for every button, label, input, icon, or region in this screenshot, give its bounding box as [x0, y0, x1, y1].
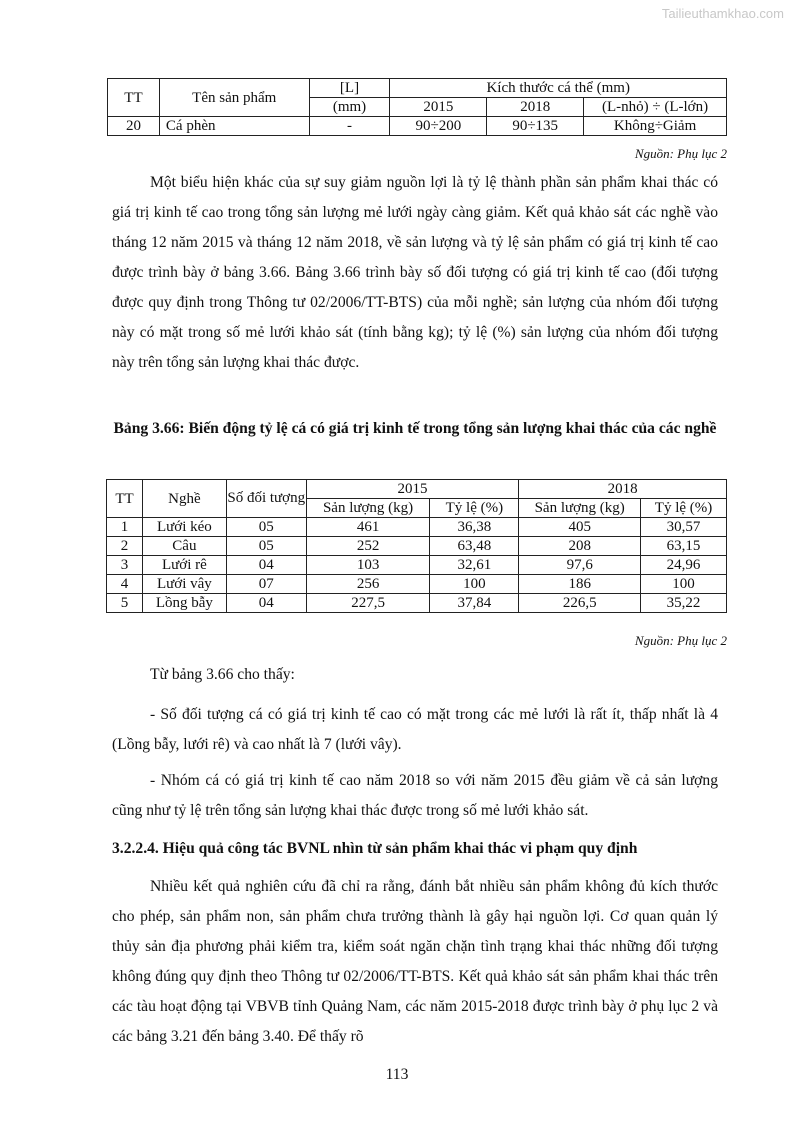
- cell-nghe: Câu: [142, 537, 226, 556]
- cell-tl18: 100: [641, 575, 727, 594]
- cell-nghe: Lưới rê: [142, 556, 226, 575]
- header-L: [L]: [309, 79, 390, 98]
- cell-tt: 4: [107, 575, 143, 594]
- cell-tl18: 30,57: [641, 518, 727, 537]
- table-row: [107, 537, 727, 556]
- header-sl-2018: Sản lượng (kg): [519, 499, 641, 518]
- cell-tt: 2: [107, 537, 143, 556]
- header-so-doi-tuong: Số đối tượng: [226, 480, 306, 518]
- cell-2015: 90÷200: [390, 117, 487, 136]
- paragraph: - Số đối tượng cá có giá trị kinh tế cao có mặt trong các mẻ lưới là rất ít, thấp nhất là 4 (Lồng bẫy, lưới rê) và cao nhất là 7 (lưới vây).: [112, 706, 718, 753]
- cell-sl18: 405: [519, 518, 641, 537]
- value-table: [106, 479, 727, 613]
- header-2015: 2015: [390, 98, 487, 117]
- source-note: Nguồn: Phụ lục 2: [634, 146, 727, 161]
- header-nghe: Nghề: [142, 480, 226, 518]
- cell-so: 07: [226, 575, 306, 594]
- cell-sl18: 208: [519, 537, 641, 556]
- table-caption: Bảng 3.66: Biến động tỷ lệ cá có giá trị kinh tế trong tổng sản lượng khai thác của các nghề: [113, 420, 717, 437]
- cell-so: 04: [226, 594, 306, 613]
- header-size: Kích thước cá thể (mm): [390, 79, 727, 98]
- cell-tl18: 24,96: [641, 556, 727, 575]
- cell-name: Cá phèn: [159, 117, 309, 136]
- cell-nghe: Lồng bẫy: [142, 594, 226, 613]
- paragraph: - Nhóm cá có giá trị kinh tế cao năm 2018 so với năm 2015 đều giảm về cả sản lượng cũng như tỷ lệ trên tổng sản lượng khai thác được trong số mẻ lưới khảo sát.: [112, 772, 718, 819]
- cell-tt: 3: [107, 556, 143, 575]
- table-row: [108, 117, 727, 136]
- header-L-unit: (mm): [309, 98, 390, 117]
- cell-tl15: 100: [430, 575, 519, 594]
- size-table: [107, 78, 727, 136]
- header-2018: 2018: [519, 480, 727, 499]
- cell-sl15: 227,5: [306, 594, 430, 613]
- source-note: Nguồn: Phụ lục 2: [634, 633, 727, 648]
- cell-tt: 20: [108, 117, 160, 136]
- cell-tt: 1: [107, 518, 143, 537]
- page-number: 113: [385, 1066, 409, 1083]
- header-tt: TT: [107, 480, 143, 518]
- cell-tl15: 63,48: [430, 537, 519, 556]
- table-row: [107, 594, 727, 613]
- cell-tl15: 37,84: [430, 594, 519, 613]
- header-2015: 2015: [306, 480, 519, 499]
- cell-sl18: 226,5: [519, 594, 641, 613]
- cell-tl18: 35,22: [641, 594, 727, 613]
- paragraph: Từ bảng 3.66 cho thấy:: [150, 666, 295, 683]
- watermark: Tailieuthamkhao.com: [661, 6, 784, 21]
- cell-tl15: 36,38: [430, 518, 519, 537]
- cell-tt: 5: [107, 594, 143, 613]
- header-tl-2015: Tỷ lệ (%): [430, 499, 519, 518]
- cell-sl15: 256: [306, 575, 430, 594]
- cell-trend: Không÷Giảm: [584, 117, 727, 136]
- header-2018: 2018: [487, 98, 584, 117]
- cell-sl18: 186: [519, 575, 641, 594]
- cell-nghe: Lưới kéo: [142, 518, 226, 537]
- header-trend: (L-nhỏ) ÷ (L-lớn): [584, 98, 727, 117]
- header-product-name: Tên sản phẩm: [159, 79, 309, 117]
- cell-sl18: 97,6: [519, 556, 641, 575]
- paragraph: Nhiều kết quả nghiên cứu đã chỉ ra rằng, đánh bắt nhiều sản phẩm không đủ kích thước cho phép, sản phẩm non, sản phẩm chưa trưởng thành là gây hại nguồn lợi. Cơ quan quản lý thủy sản địa phương phải kiểm tra, kiểm soát ngăn chặn tình trạng khai thác những đối tượng không đúng quy định theo Thông tư 02/2006/TT-BTS. Kết quả khảo sát sản phẩm khai thác trên các tàu hoạt động tại VBVB tỉnh Quảng Nam, các năm 2015-2018 được trình bày ở phụ lục 2 và các bảng 3.21 đến bảng 3.40. Để thấy rõ: [112, 878, 718, 1045]
- cell-so: 05: [226, 518, 306, 537]
- cell-sl15: 252: [306, 537, 430, 556]
- section-heading: 3.2.2.4. Hiệu quả công tác BVNL nhìn từ sản phẩm khai thác vi phạm quy định: [112, 840, 638, 857]
- cell-2018: 90÷135: [487, 117, 584, 136]
- header-sl-2015: Sản lượng (kg): [306, 499, 430, 518]
- cell-tl18: 63,15: [641, 537, 727, 556]
- cell-sl15: 461: [306, 518, 430, 537]
- table-row: [107, 518, 727, 537]
- table-row: [107, 575, 727, 594]
- table-row: [107, 556, 727, 575]
- cell-sl15: 103: [306, 556, 430, 575]
- cell-so: 04: [226, 556, 306, 575]
- header-tt: TT: [108, 79, 160, 117]
- cell-nghe: Lưới vây: [142, 575, 226, 594]
- header-tl-2018: Tỷ lệ (%): [641, 499, 727, 518]
- cell-L: -: [309, 117, 390, 136]
- paragraph: Một biểu hiện khác của sự suy giảm nguồn lợi là tỷ lệ thành phần sản phẩm khai thác có giá trị kinh tế cao trong tổng sản lượng mẻ lưới ngày càng giảm. Kết quả khảo sát các nghề vào tháng 12 năm 2015 và tháng 12 năm 2018, về sản lượng và tỷ lệ sản phẩm có giá trị kinh tế cao được trình bày ở bảng 3.66. Bảng 3.66 trình bày số đối tượng có giá trị kinh tế cao (đối tượng được quy định trong Thông tư 02/2006/TT-BTS) của mỗi nghề; sản lượng của nhóm đối tượng này có mặt trong số mẻ lưới khảo sát (tính bằng kg); tỷ lệ (%) sản lượng của nhóm đối tượng này trên tổng sản lượng khai thác được.: [112, 174, 718, 371]
- cell-so: 05: [226, 537, 306, 556]
- cell-tl15: 32,61: [430, 556, 519, 575]
